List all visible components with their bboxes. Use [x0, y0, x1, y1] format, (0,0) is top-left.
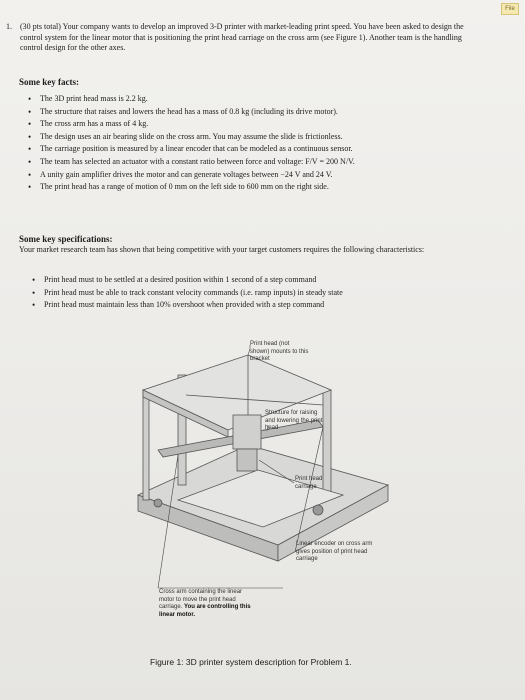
spec-item: • Print head must maintain less than 10% overshoot when provided with a step command	[32, 299, 502, 312]
fact-item: • The carriage position is measured by a linear encoder that can be modeled as a continuous sensor.	[28, 143, 498, 156]
caption-text: 3D printer system description for Problem 1.	[185, 657, 352, 667]
problem-number: 1.	[6, 22, 12, 31]
callout-cross-arm	[159, 589, 254, 619]
callout-encoder: Linear encoder on cross arm gives position of print head carriage	[296, 541, 373, 563]
fact-item: • The structure that raises and lowers the head has a mass of 0.8 kg (including its drive motor).	[28, 106, 498, 119]
callout-cross-arm-emphasis: You are controlling this linear motor.	[159, 604, 251, 618]
callout-bracket: Print head (not shown) mounts to this bracket	[250, 341, 309, 363]
file-tab[interactable]: File	[501, 3, 519, 15]
fact-item: • The team has selected an actuator with a constant ratio between force and voltage: F/V = 200 N/V.	[28, 156, 498, 169]
fact-item: • The 3D print head mass is 2.2 kg.	[28, 93, 498, 106]
fact-item: • A unity gain amplifier drives the motor and can generate voltages between −24 V and 24 V.	[28, 169, 498, 182]
specs-heading: Some key specifications:	[19, 234, 113, 244]
spec-item: • Print head must to be settled at a desired position within 1 second of a step command	[32, 274, 502, 287]
problem-statement	[6, 22, 476, 54]
specs-intro: Your market research team has shown that being competitive with your target customers requires the following characteristics:	[19, 245, 425, 254]
fact-item: • The cross arm has a mass of 4 kg.	[28, 118, 498, 131]
specs-list	[32, 274, 502, 312]
callout-structure: Structure for raising and lowering the print head	[265, 410, 323, 432]
callout-carriage: Print head carriage	[295, 476, 323, 490]
spec-item: • Print head must be able to track constant velocity commands (i.e. ramp inputs) in steady state	[32, 287, 502, 300]
print-head-carriage	[233, 415, 261, 449]
caption-label: Figure 1:	[150, 657, 184, 667]
figure-caption	[150, 657, 352, 667]
fact-item: • The print head has a range of motion of 0 mm on the left side to 600 mm on the right side.	[28, 181, 498, 194]
callout-cross-arm-text: Cross arm containing the linear motor to move the print head carriage.	[159, 589, 243, 611]
problem-text: (30 pts total) Your company wants to develop an improved 3-D printer with market-leading print speed. You have been asked to design the control system for the linear motor that is positioning the print head carriage on the cross arm (see Figure 1). Another team is the handling control design for the other axes.	[20, 22, 464, 52]
facts-list	[28, 93, 498, 194]
facts-heading: Some key facts:	[19, 77, 79, 87]
fact-item: • The design uses an air bearing slide on the cross arm. You may assume the slide is frictionless.	[28, 131, 498, 144]
